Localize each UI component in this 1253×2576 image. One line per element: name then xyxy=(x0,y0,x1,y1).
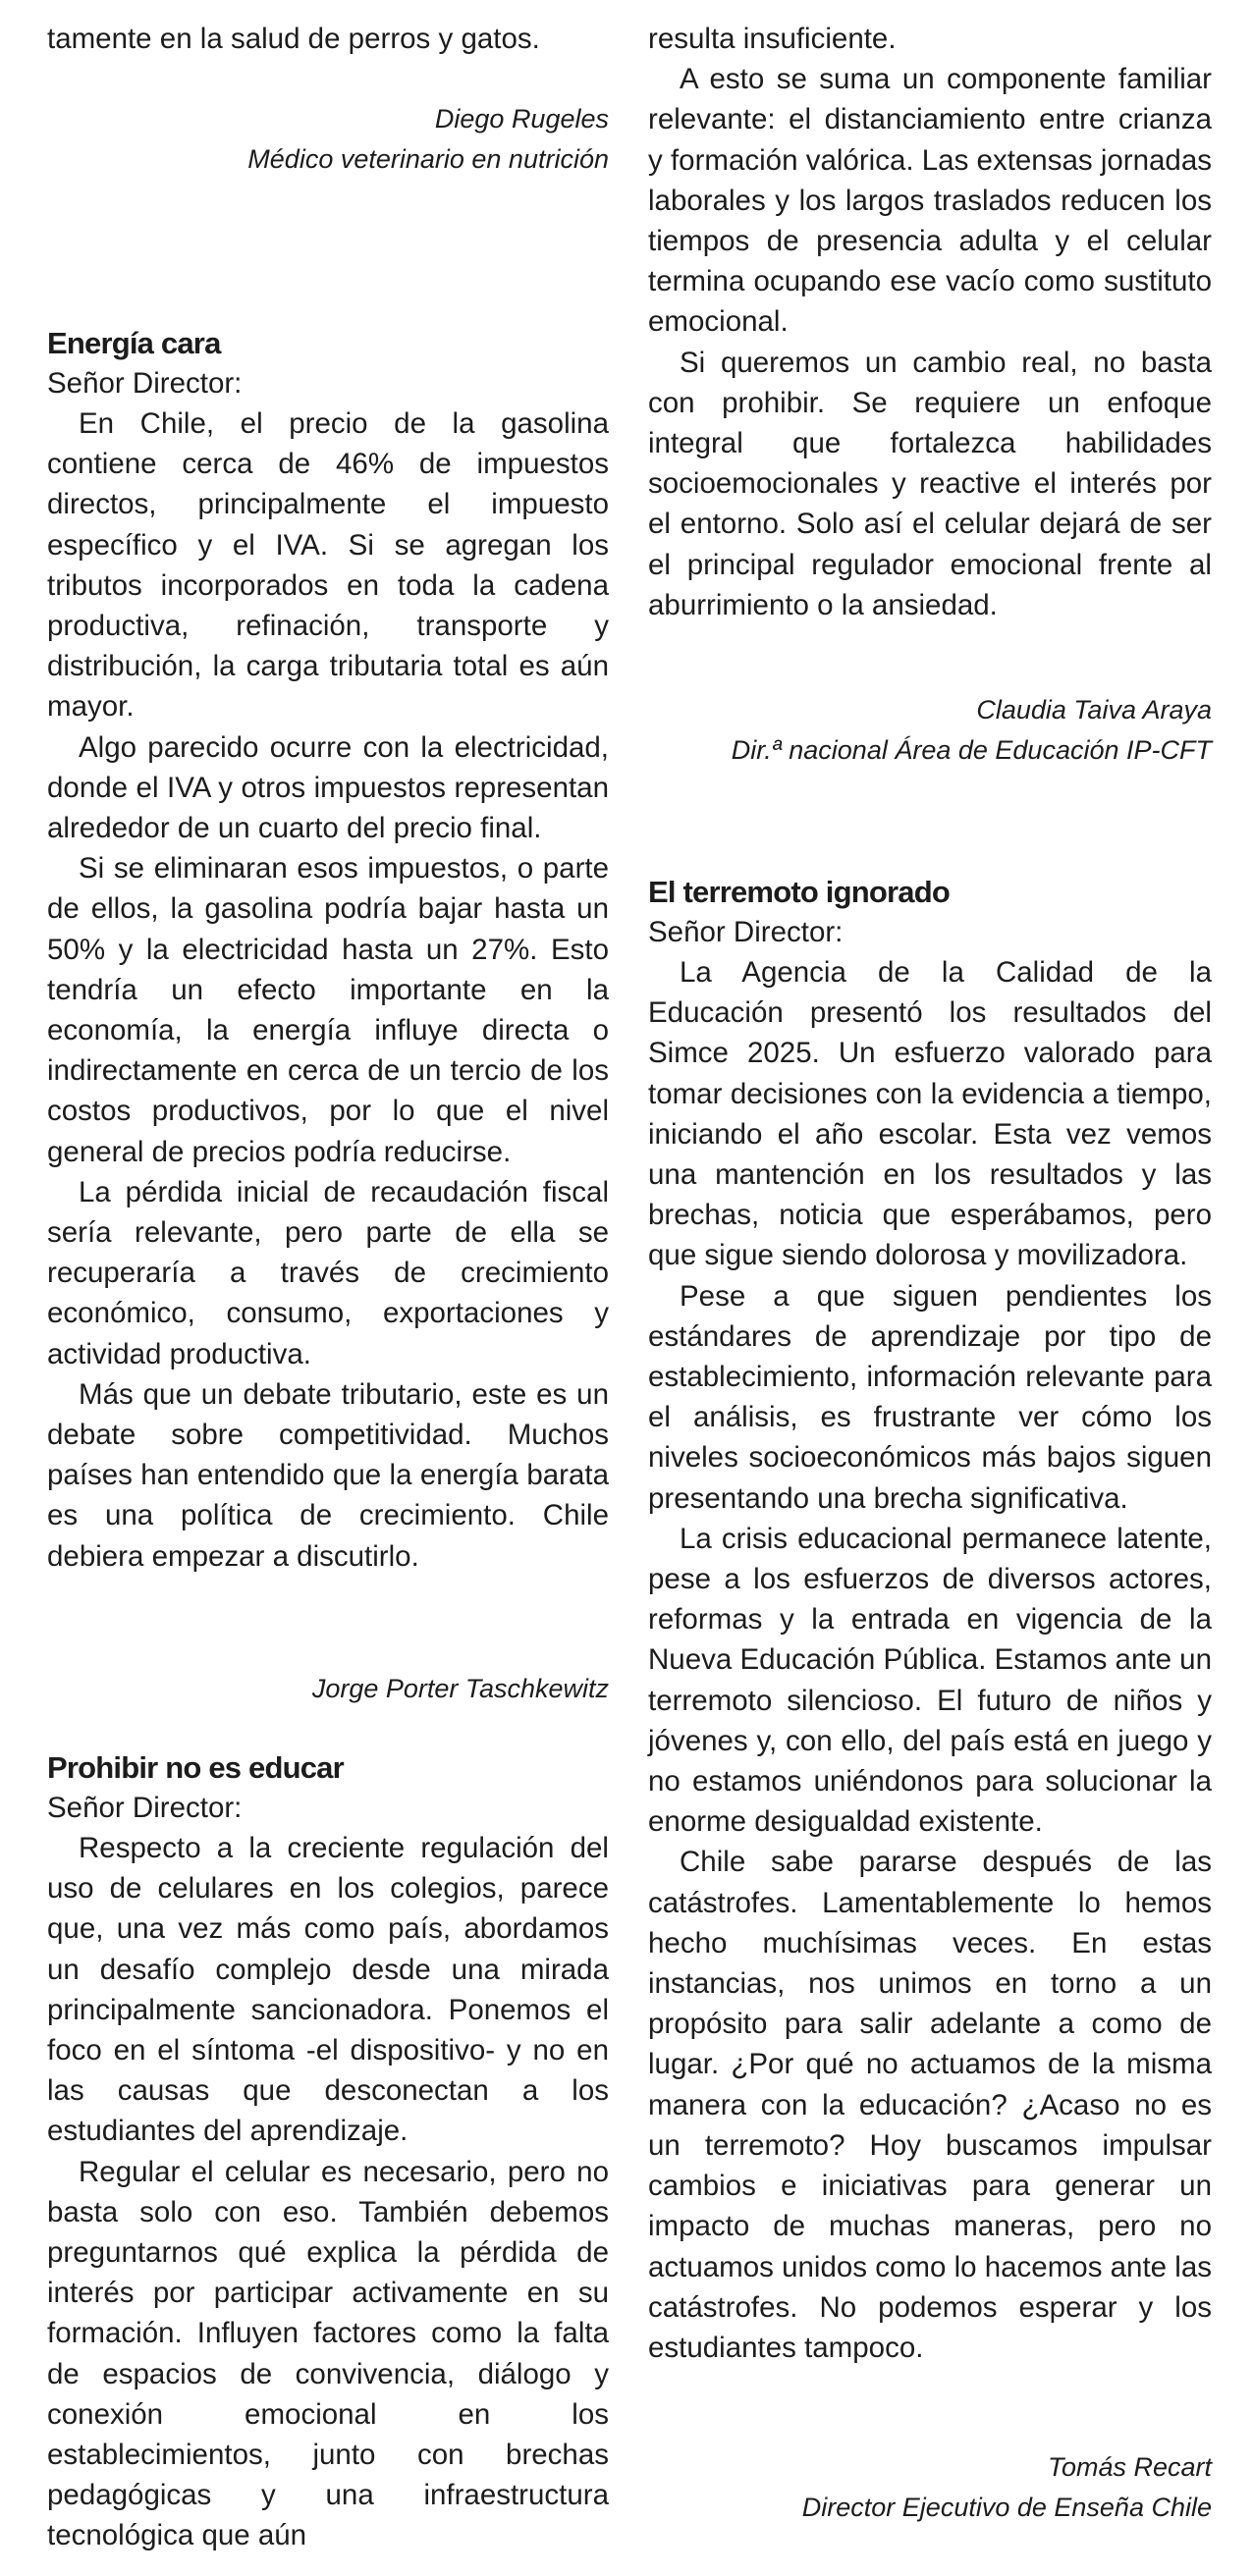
paragraph: Si queremos un cambio real, no basta con prohibir. Se requiere un enfoque integral que fortalezca habilidades socioemocionales y reactive el interés por el entorno. Solo así el celular dejará de ser el principal regulador emocional frente al aburrimiento o la ansiedad. xyxy=(648,346,1212,621)
letter-signature xyxy=(648,2447,1212,2528)
paragraph: Si se eliminaran esos impuestos, o parte de ellos, la gasolina podría bajar hasta un 50% y la electricidad hasta un 27%. Esto tendría un efecto importante en la economía, la energía influye directa o indirectamente en cerca de un tercio de los costos productivos, por lo que el nivel general de precios podría reducirse. xyxy=(47,852,609,1168)
paragraph: La pérdida inicial de recaudación fiscal sería relevante, pero parte de ella se recuperaría a través de crecimiento económico, consumo, exportaciones y actividad productiva. xyxy=(47,1175,609,1370)
paragraph: Algo parecido ocurre con la electricidad, donde el IVA y otros impuestos representan alrededor de un cuarto del precio final. xyxy=(47,730,609,845)
letter-title: El terremoto ignorado xyxy=(648,875,951,909)
paragraph: La Agencia de la Calidad de la Educación presentó los resultados del Simce 2025. Un esfuerzo valorado para tomar decisiones con la evidencia a tiempo, iniciando el año escolar. Esta vez vemos una mantención en los resultados y las brechas, noticia que esperábamos, pero que sigue siendo dolorosa y movilizadora. xyxy=(648,956,1212,1272)
letter-title: Prohibir no es educar xyxy=(47,1750,344,1785)
letter-title: Energía cara xyxy=(47,326,221,360)
paragraph: Regular el celular es necesario, pero no basta solo con eso. También debemos preguntarnos qué explica la pérdida de interés por participar activamente en su formación. Influyen factores como la falta de espacios de convivencia, diálogo y conexión emocional en los establecimientos, junto con brechas pedagógicas y una infraestructura tecnológica que aún xyxy=(47,2155,609,2552)
signature-role: Médico veterinario en nutrición xyxy=(247,144,609,174)
previous-letter-ending xyxy=(47,19,609,59)
paragraph: tamente en la salud de perros y gatos. xyxy=(47,23,540,55)
signature-role: Director Ejecutivo de Enseña Chile xyxy=(801,2493,1212,2522)
previous-letter-signature xyxy=(47,99,609,180)
paragraph: La crisis educacional permanece latente, pese a los esfuerzos de diversos actores, reformas y la entrada en vigencia de la Nueva Educación Pública. Estamos ante un terremoto silencioso. El futuro de niños y jóvenes y, con ello, del país está en juego y no estamos uniéndonos para solucionar la enorme desigualdad existente. xyxy=(648,1522,1212,1839)
paragraph: A esto se suma un componente familiar relevante: el distanciamiento entre crianza y formación valórica. Las extensas jornadas laborales y los largos traslados reducen los tiempos de presencia adulta y el celular termina ocupando ese vacío como sustituto emocional. xyxy=(648,63,1212,339)
salutation: Señor Director: xyxy=(648,916,844,948)
paragraph: En Chile, el precio de la gasolina contiene cerca de 46% de impuestos directos, principalmente el impuesto específico y el IVA. Si se agregan los tributos incorporados en toda la cadena productiva, refinación, transporte y distribución, la carga tributaria total es aún mayor. xyxy=(47,407,609,724)
signature-name: Diego Rugeles xyxy=(434,104,609,134)
salutation: Señor Director: xyxy=(47,367,243,400)
signature-name: Jorge Porter Taschkewitz xyxy=(311,1674,609,1703)
signature-role: Dir.ª nacional Área de Educación IP-CFT xyxy=(731,735,1212,765)
paragraph: resulta insuficiente. xyxy=(648,23,897,55)
paragraph: Más que un debate tributario, este es un debate sobre competitividad. Muchos países han entendido que la energía barata es una política de crecimiento. Chile debiera empezar a discutirlo. xyxy=(47,1377,609,1573)
letter-energia-cara xyxy=(47,323,609,1577)
letter-signature xyxy=(47,1669,609,1709)
paragraph: Chile sabe pararse después de las catástrofes. Lamentablemente lo hemos hecho muchísimas veces. En estas instancias, nos unimos en torno a un propósito para salir adelante a como de lugar. ¿Por qué no actuamos de la misma manera con la educación? ¿Acaso no es un terremoto? Hoy buscamos impulsar cambios e iniciativas para generar un impacto de muchas maneras, pero no actuamos unidos como lo hacemos ante las catástrofes. No podemos esperar y los estudiantes tampoco. xyxy=(648,1846,1212,2364)
salutation: Señor Director: xyxy=(47,1792,243,1824)
letter-el-terremoto-ignorado xyxy=(648,872,1212,2368)
paragraph: Pese a que siguen pendientes los estándares de aprendizaje por tipo de establecimiento, información relevante para el análisis, es frustrante ver cómo los niveles socioeconómicos más bajos siguen presentando una brecha significativa. xyxy=(648,1279,1212,1515)
letter-signature xyxy=(648,690,1212,771)
signature-name: Claudia Taiva Araya xyxy=(976,695,1212,724)
letter-prohibir-no-es-educar xyxy=(47,1747,609,2556)
paragraph: Respecto a la creciente regulación del uso de celulares en los colegios, parece que, una vez más como país, abordamos un desafío complejo desde una mirada principalmente sancionadora. Ponemos el foco en el síntoma -el dispositivo- y no en las causas que desconectan a los estudiantes del aprendizaje. xyxy=(47,1832,609,2148)
signature-name: Tomás Recart xyxy=(1047,2452,1212,2482)
letter-prohibir-continued xyxy=(648,19,1212,625)
